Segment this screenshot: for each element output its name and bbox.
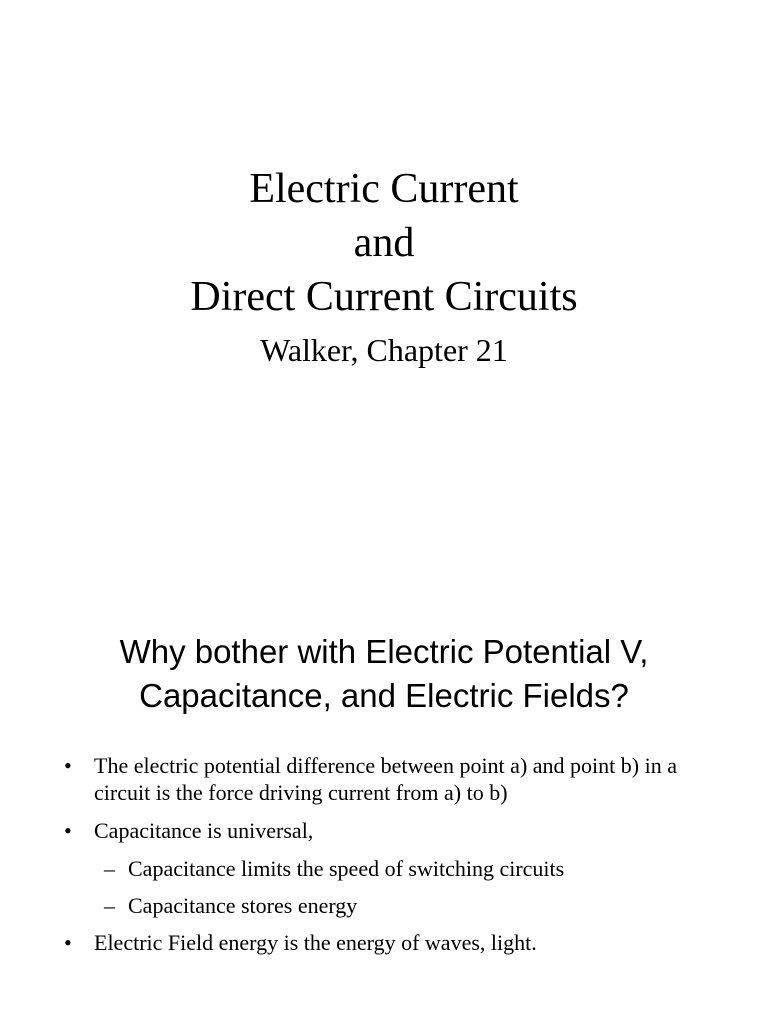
- sub-bullet-marker: –: [104, 893, 115, 918]
- heading-line-2: Capacitance, and Electric Fields?: [139, 677, 629, 714]
- bullet-text: Electric Field energy is the energy of waves, light.: [94, 930, 537, 955]
- bullet-item: [62, 929, 738, 956]
- bullet-marker: •: [64, 753, 72, 778]
- slide-heading: [0, 630, 768, 718]
- title-line-3: Direct Current Circuits: [190, 274, 578, 320]
- slide-content: [0, 512, 768, 1024]
- bullet-list: [62, 752, 738, 967]
- bullet-marker: •: [64, 930, 72, 955]
- sub-bullet-marker: –: [104, 856, 115, 881]
- sub-bullet-item: [62, 855, 738, 882]
- subtitle: Walker, Chapter 21: [260, 332, 508, 368]
- sub-bullet-text: Capacitance limits the speed of switching circuits: [128, 856, 565, 881]
- heading-line-1: Why bother with Electric Potential V,: [119, 633, 649, 670]
- bullet-marker: •: [64, 818, 72, 843]
- title-line-1: Electric Current: [249, 166, 519, 212]
- bullet-text: Capacitance is universal,: [94, 818, 314, 843]
- bullet-item: [62, 752, 738, 806]
- bullet-text: The electric potential difference between point a) and point b) in a circuit is the force driving current from a) to b): [94, 753, 677, 805]
- bullet-item: [62, 817, 738, 844]
- title-block: [0, 162, 768, 370]
- sub-bullet-item: [62, 892, 738, 919]
- sub-bullet-text: Capacitance stores energy: [128, 893, 358, 918]
- title-line-2: and: [353, 220, 415, 266]
